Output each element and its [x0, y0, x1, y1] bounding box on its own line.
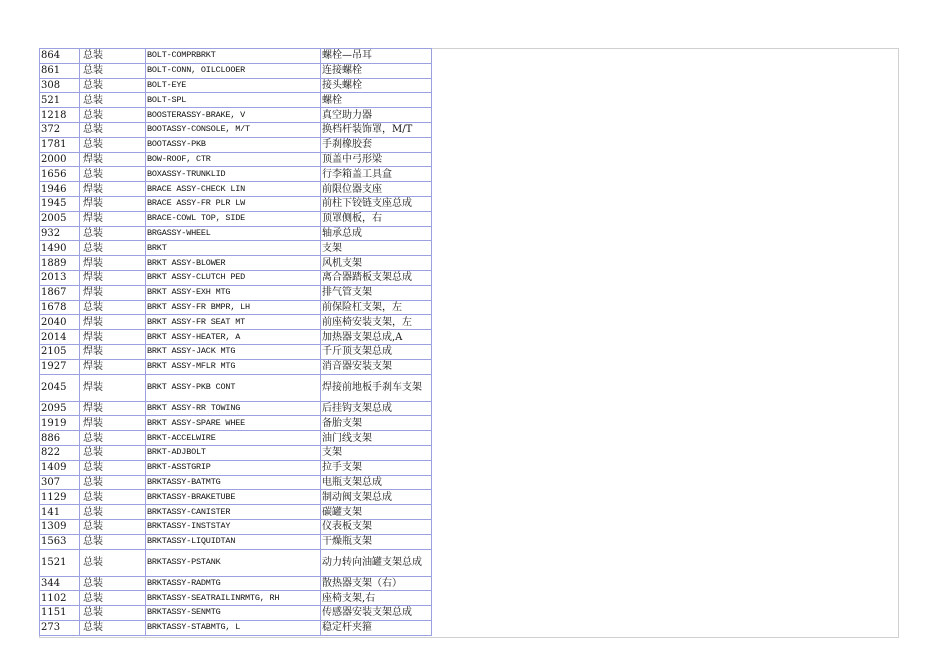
category-cell[interactable]: 总装: [80, 549, 146, 576]
category-cell[interactable]: 总装: [80, 534, 146, 549]
part-code-cell[interactable]: BRACE ASSY-CHECK LIN: [146, 182, 321, 197]
category-cell[interactable]: 总装: [80, 591, 146, 606]
part-number-cell[interactable]: 2095: [40, 401, 80, 416]
description-cell[interactable]: 螺栓: [321, 93, 432, 108]
description-cell[interactable]: 行李箱盖工具盒: [321, 167, 432, 182]
category-cell[interactable]: 焊装: [80, 211, 146, 226]
part-code-cell[interactable]: BRKT: [146, 241, 321, 256]
part-number-cell[interactable]: 822: [40, 445, 80, 460]
part-number-cell[interactable]: 1151: [40, 606, 80, 621]
table-row[interactable]: [40, 196, 432, 211]
part-number-cell[interactable]: 1678: [40, 300, 80, 315]
table-row[interactable]: [40, 505, 432, 520]
category-cell[interactable]: 焊装: [80, 196, 146, 211]
table-row[interactable]: [40, 167, 432, 182]
part-number-cell[interactable]: 2005: [40, 211, 80, 226]
part-number-cell[interactable]: 1889: [40, 256, 80, 271]
table-row[interactable]: [40, 534, 432, 549]
table-row[interactable]: [40, 401, 432, 416]
part-code-cell[interactable]: BRKTASSY-RADMTG: [146, 576, 321, 591]
part-code-cell[interactable]: BOOTASSY-CONSOLE, M/T: [146, 122, 321, 137]
table-row[interactable]: [40, 122, 432, 137]
description-cell[interactable]: 排气管支架: [321, 285, 432, 300]
description-cell[interactable]: 制动阀支架总成: [321, 490, 432, 505]
table-row[interactable]: [40, 591, 432, 606]
description-cell[interactable]: 电瓶支架总成: [321, 475, 432, 490]
description-cell[interactable]: 加热器支架总成,A: [321, 330, 432, 345]
part-number-cell[interactable]: 1409: [40, 460, 80, 475]
description-cell[interactable]: 接头螺栓: [321, 78, 432, 93]
category-cell[interactable]: 总装: [80, 226, 146, 241]
part-number-cell[interactable]: 932: [40, 226, 80, 241]
part-number-cell[interactable]: 2045: [40, 374, 80, 401]
category-cell[interactable]: 焊装: [80, 344, 146, 359]
description-cell[interactable]: 风机支架: [321, 256, 432, 271]
category-cell[interactable]: 总装: [80, 300, 146, 315]
part-code-cell[interactable]: BRKT ASSY-MFLR MTG: [146, 359, 321, 374]
table-row[interactable]: [40, 226, 432, 241]
category-cell[interactable]: 总装: [80, 122, 146, 137]
description-cell[interactable]: 油门线支架: [321, 431, 432, 446]
table-row[interactable]: [40, 359, 432, 374]
description-cell[interactable]: 前保险杠支架，左: [321, 300, 432, 315]
category-cell[interactable]: 焊装: [80, 315, 146, 330]
category-cell[interactable]: 焊装: [80, 374, 146, 401]
table-row[interactable]: [40, 490, 432, 505]
part-number-cell[interactable]: 521: [40, 93, 80, 108]
description-cell[interactable]: 千斤顶支架总成: [321, 344, 432, 359]
table-row[interactable]: [40, 270, 432, 285]
table-row[interactable]: [40, 344, 432, 359]
description-cell[interactable]: 离合器踏板支架总成: [321, 270, 432, 285]
table-row[interactable]: [40, 519, 432, 534]
part-code-cell[interactable]: BRKTASSY-STABMTG, L: [146, 620, 321, 635]
part-number-cell[interactable]: 1919: [40, 416, 80, 431]
table-row[interactable]: [40, 256, 432, 271]
table-row[interactable]: [40, 330, 432, 345]
part-number-cell[interactable]: 307: [40, 475, 80, 490]
part-number-cell[interactable]: 861: [40, 63, 80, 78]
table-row[interactable]: [40, 620, 432, 635]
description-cell[interactable]: 换档杆装饰罩，M/T: [321, 122, 432, 137]
part-code-cell[interactable]: BOW-ROOF, CTR: [146, 152, 321, 167]
description-cell[interactable]: 手刹橡胶套: [321, 137, 432, 152]
table-row[interactable]: [40, 460, 432, 475]
description-cell[interactable]: 支架: [321, 241, 432, 256]
category-cell[interactable]: 焊装: [80, 182, 146, 197]
part-number-cell[interactable]: 1656: [40, 167, 80, 182]
description-cell[interactable]: 稳定杆夹箍: [321, 620, 432, 635]
part-number-cell[interactable]: 1309: [40, 519, 80, 534]
part-number-cell[interactable]: 2040: [40, 315, 80, 330]
table-row[interactable]: [40, 431, 432, 446]
part-number-cell[interactable]: 273: [40, 620, 80, 635]
part-number-cell[interactable]: 2013: [40, 270, 80, 285]
category-cell[interactable]: 总装: [80, 241, 146, 256]
category-cell[interactable]: 总装: [80, 606, 146, 621]
description-cell[interactable]: 前限位器支座: [321, 182, 432, 197]
part-code-cell[interactable]: BRKTASSY-PSTANK: [146, 549, 321, 576]
category-cell[interactable]: 总装: [80, 475, 146, 490]
part-code-cell[interactable]: BRKT ASSY-CLUTCH PED: [146, 270, 321, 285]
description-cell[interactable]: 连接螺栓: [321, 63, 432, 78]
part-code-cell[interactable]: BRKT ASSY-FR BMPR, LH: [146, 300, 321, 315]
description-cell[interactable]: 轴承总成: [321, 226, 432, 241]
part-number-cell[interactable]: 1218: [40, 108, 80, 123]
category-cell[interactable]: 总装: [80, 63, 146, 78]
description-cell[interactable]: 干燥瓶支架: [321, 534, 432, 549]
table-row[interactable]: [40, 416, 432, 431]
category-cell[interactable]: 焊装: [80, 330, 146, 345]
table-row[interactable]: [40, 78, 432, 93]
part-code-cell[interactable]: BRKT ASSY-BLOWER: [146, 256, 321, 271]
table-row[interactable]: [40, 606, 432, 621]
description-cell[interactable]: 真空助力器: [321, 108, 432, 123]
category-cell[interactable]: 总装: [80, 93, 146, 108]
category-cell[interactable]: 焊装: [80, 359, 146, 374]
part-code-cell[interactable]: BRACE-COWL TOP, SIDE: [146, 211, 321, 226]
table-row[interactable]: [40, 152, 432, 167]
part-number-cell[interactable]: 886: [40, 431, 80, 446]
part-code-cell[interactable]: BOLT-SPL: [146, 93, 321, 108]
description-cell[interactable]: 碳罐支架: [321, 505, 432, 520]
part-number-cell[interactable]: 1102: [40, 591, 80, 606]
part-code-cell[interactable]: BRKTASSY-BRAKETUBE: [146, 490, 321, 505]
part-code-cell[interactable]: BRKT ASSY-SPARE WHEE: [146, 416, 321, 431]
description-cell[interactable]: 散热器支架（右）: [321, 576, 432, 591]
description-cell[interactable]: 前座椅安装支架，左: [321, 315, 432, 330]
category-cell[interactable]: 总装: [80, 137, 146, 152]
part-code-cell[interactable]: BRKTASSY-BATMTG: [146, 475, 321, 490]
table-row[interactable]: [40, 285, 432, 300]
description-cell[interactable]: 后挂钩支架总成: [321, 401, 432, 416]
part-code-cell[interactable]: BRKT-ADJBOLT: [146, 445, 321, 460]
category-cell[interactable]: 总装: [80, 431, 146, 446]
part-number-cell[interactable]: 372: [40, 122, 80, 137]
table-row[interactable]: [40, 576, 432, 591]
description-cell[interactable]: 仪表板支架: [321, 519, 432, 534]
table-row[interactable]: [40, 241, 432, 256]
category-cell[interactable]: 总装: [80, 490, 146, 505]
table-row[interactable]: [40, 182, 432, 197]
category-cell[interactable]: 总装: [80, 620, 146, 635]
part-code-cell[interactable]: BOLT-EYE: [146, 78, 321, 93]
part-code-cell[interactable]: BOXASSY-TRUNKLID: [146, 167, 321, 182]
part-code-cell[interactable]: BRKT ASSY-RR TOWING: [146, 401, 321, 416]
table-row[interactable]: [40, 137, 432, 152]
category-cell[interactable]: 焊装: [80, 270, 146, 285]
table-row[interactable]: [40, 49, 432, 64]
part-code-cell[interactable]: BRKT ASSY-EXH MTG: [146, 285, 321, 300]
part-code-cell[interactable]: BRKT-ASSTGRIP: [146, 460, 321, 475]
table-row[interactable]: [40, 93, 432, 108]
part-number-cell[interactable]: 308: [40, 78, 80, 93]
table-row[interactable]: [40, 445, 432, 460]
part-number-cell[interactable]: 1781: [40, 137, 80, 152]
table-row[interactable]: [40, 549, 432, 576]
part-number-cell[interactable]: 1521: [40, 549, 80, 576]
part-code-cell[interactable]: BRKT-ACCELWIRE: [146, 431, 321, 446]
part-number-cell[interactable]: 344: [40, 576, 80, 591]
description-cell[interactable]: 消音器安装支架: [321, 359, 432, 374]
description-cell[interactable]: 顶盖中弓形梁: [321, 152, 432, 167]
part-code-cell[interactable]: BOOTASSY-PKB: [146, 137, 321, 152]
part-number-cell[interactable]: 2000: [40, 152, 80, 167]
category-cell[interactable]: 总装: [80, 167, 146, 182]
part-number-cell[interactable]: 1927: [40, 359, 80, 374]
part-code-cell[interactable]: BOLT-CONN, OILCLOOER: [146, 63, 321, 78]
part-code-cell[interactable]: BRKTASSY-SEATRAILINRMTG, RH: [146, 591, 321, 606]
part-code-cell[interactable]: BRKTASSY-CANISTER: [146, 505, 321, 520]
part-code-cell[interactable]: BRACE ASSY-FR PLR LW: [146, 196, 321, 211]
part-number-cell[interactable]: 1563: [40, 534, 80, 549]
table-row[interactable]: [40, 475, 432, 490]
description-cell[interactable]: 焊接前地板手刹车支架: [321, 374, 432, 401]
description-cell[interactable]: 顶罩侧板，右: [321, 211, 432, 226]
description-cell[interactable]: 座椅支架,右: [321, 591, 432, 606]
category-cell[interactable]: 总装: [80, 49, 146, 64]
part-code-cell[interactable]: BRKTASSY-LIQUIDTAN: [146, 534, 321, 549]
description-cell[interactable]: 动力转向油罐支架总成: [321, 549, 432, 576]
part-number-cell[interactable]: 1945: [40, 196, 80, 211]
part-code-cell[interactable]: BRKT ASSY-FR SEAT MT: [146, 315, 321, 330]
description-cell[interactable]: 拉手支架: [321, 460, 432, 475]
table-row[interactable]: [40, 108, 432, 123]
table-row[interactable]: [40, 374, 432, 401]
category-cell[interactable]: 总装: [80, 108, 146, 123]
part-number-cell[interactable]: 1867: [40, 285, 80, 300]
part-number-cell[interactable]: 2105: [40, 344, 80, 359]
part-number-cell[interactable]: 1946: [40, 182, 80, 197]
parts-table-body: [40, 49, 432, 636]
part-code-cell[interactable]: BOOSTERASSY-BRAKE, V: [146, 108, 321, 123]
part-code-cell[interactable]: BRKT ASSY-JACK MTG: [146, 344, 321, 359]
category-cell[interactable]: 焊装: [80, 285, 146, 300]
table-row[interactable]: [40, 300, 432, 315]
parts-table: [39, 48, 432, 636]
part-number-cell[interactable]: 1129: [40, 490, 80, 505]
category-cell[interactable]: 总装: [80, 78, 146, 93]
table-row[interactable]: [40, 63, 432, 78]
category-cell[interactable]: 总装: [80, 519, 146, 534]
category-cell[interactable]: 总装: [80, 445, 146, 460]
category-cell[interactable]: 总装: [80, 460, 146, 475]
category-cell[interactable]: 总装: [80, 576, 146, 591]
category-cell[interactable]: 焊装: [80, 152, 146, 167]
part-code-cell[interactable]: BRKT ASSY-PKB CONT: [146, 374, 321, 401]
part-number-cell[interactable]: 2014: [40, 330, 80, 345]
part-number-cell[interactable]: 864: [40, 49, 80, 64]
part-code-cell[interactable]: BRKTASSY-INSTSTAY: [146, 519, 321, 534]
part-code-cell[interactable]: BOLT-COMPRBRKT: [146, 49, 321, 64]
part-number-cell[interactable]: 1490: [40, 241, 80, 256]
description-cell[interactable]: 螺栓—吊耳: [321, 49, 432, 64]
category-cell[interactable]: 总装: [80, 505, 146, 520]
description-cell[interactable]: 支架: [321, 445, 432, 460]
table-row[interactable]: [40, 211, 432, 226]
description-cell[interactable]: 前柱下铰链支座总成: [321, 196, 432, 211]
part-code-cell[interactable]: BRKTASSY-SENMTG: [146, 606, 321, 621]
category-cell[interactable]: 焊装: [80, 416, 146, 431]
part-number-cell[interactable]: 141: [40, 505, 80, 520]
category-cell[interactable]: 焊装: [80, 401, 146, 416]
part-code-cell[interactable]: BRGASSY-WHEEL: [146, 226, 321, 241]
description-cell[interactable]: 备胎支架: [321, 416, 432, 431]
description-cell[interactable]: 传感器安装支架总成: [321, 606, 432, 621]
part-code-cell[interactable]: BRKT ASSY-HEATER, A: [146, 330, 321, 345]
table-row[interactable]: [40, 315, 432, 330]
category-cell[interactable]: 焊装: [80, 256, 146, 271]
